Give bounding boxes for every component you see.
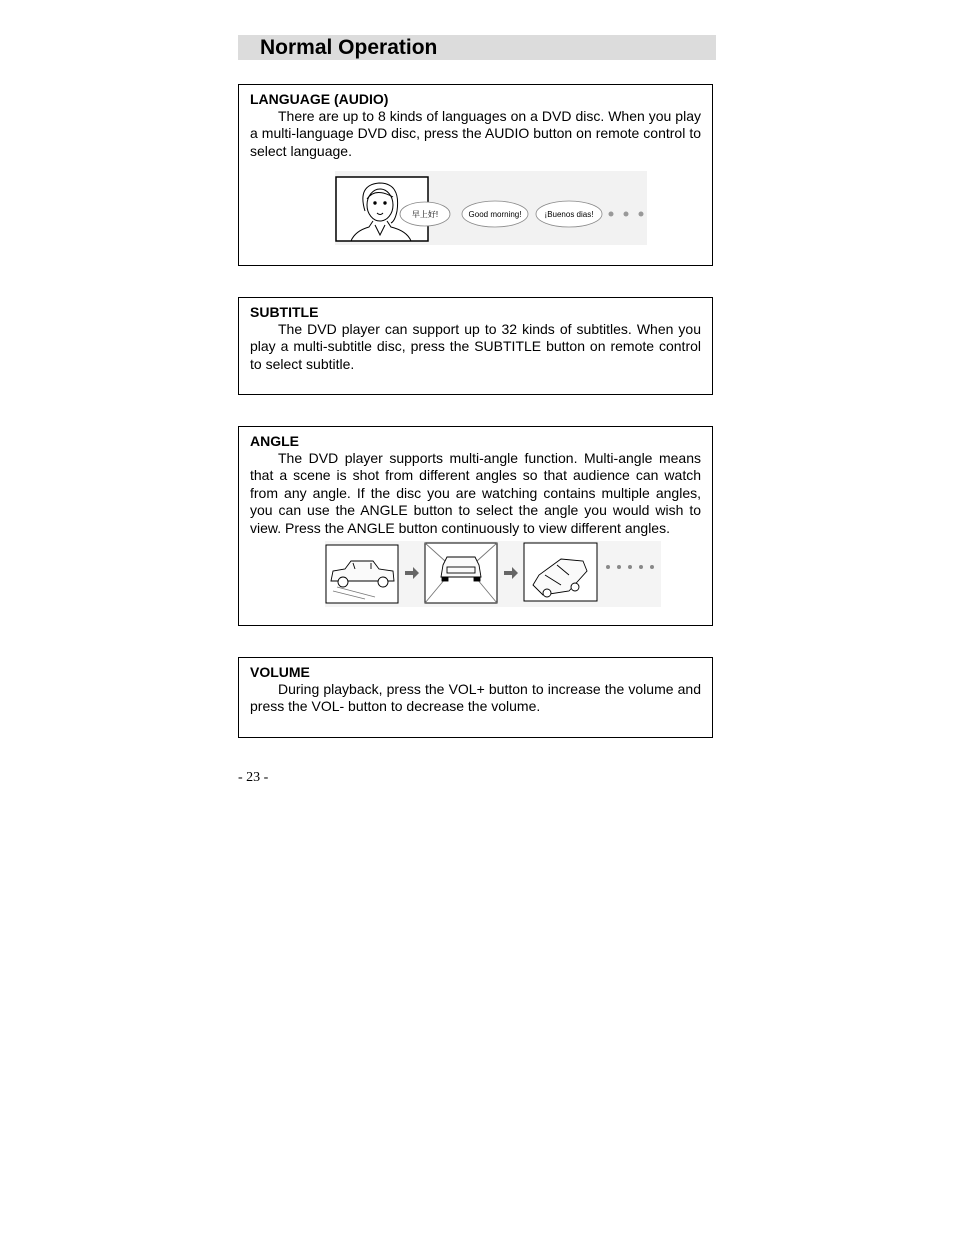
volume-heading: VOLUME [250,664,310,680]
subtitle-section [238,297,713,395]
language-body: There are up to 8 kinds of languages on a DVD disc. When you play a multi-language DVD disc, press the AUDIO button on remote control to select language. [250,108,701,159]
angle-illustration [325,541,661,607]
volume-body: During playback, press the VOL+ button to increase the volume and press the VOL- button to decrease the volume. [250,681,701,715]
angle-section [238,426,713,626]
page-title: Normal Operation [260,36,438,59]
page-number: - 23 - [238,770,269,785]
bubble-spanish: ¡Buenos dias! [544,210,594,219]
subtitle-body: The DVD player can support up to 32 kinds of subtitles. When you play a multi-subtitle disc, press the SUBTITLE button on remote control to select subtitle. [250,321,701,372]
angle-heading: ANGLE [250,433,299,449]
bubble-chinese: 早上好! [411,210,439,219]
bubble-english: Good morning! [468,210,522,219]
page-title-bar [238,35,716,60]
angle-body: The DVD player supports multi-angle function. Multi-angle means that a scene is shot from different angles so that audience can watch from any angle. If the disc you are watching contains multiple angles, you can use the ANGLE button to select the angle you would wish to view. Press the ANGLE button continuously to view different angles. [250,450,701,536]
subtitle-heading: SUBTITLE [250,304,319,320]
language-section [238,84,713,266]
language-heading: LANGUAGE (AUDIO) [250,91,389,107]
language-illustration [335,171,647,245]
volume-section [238,657,713,738]
